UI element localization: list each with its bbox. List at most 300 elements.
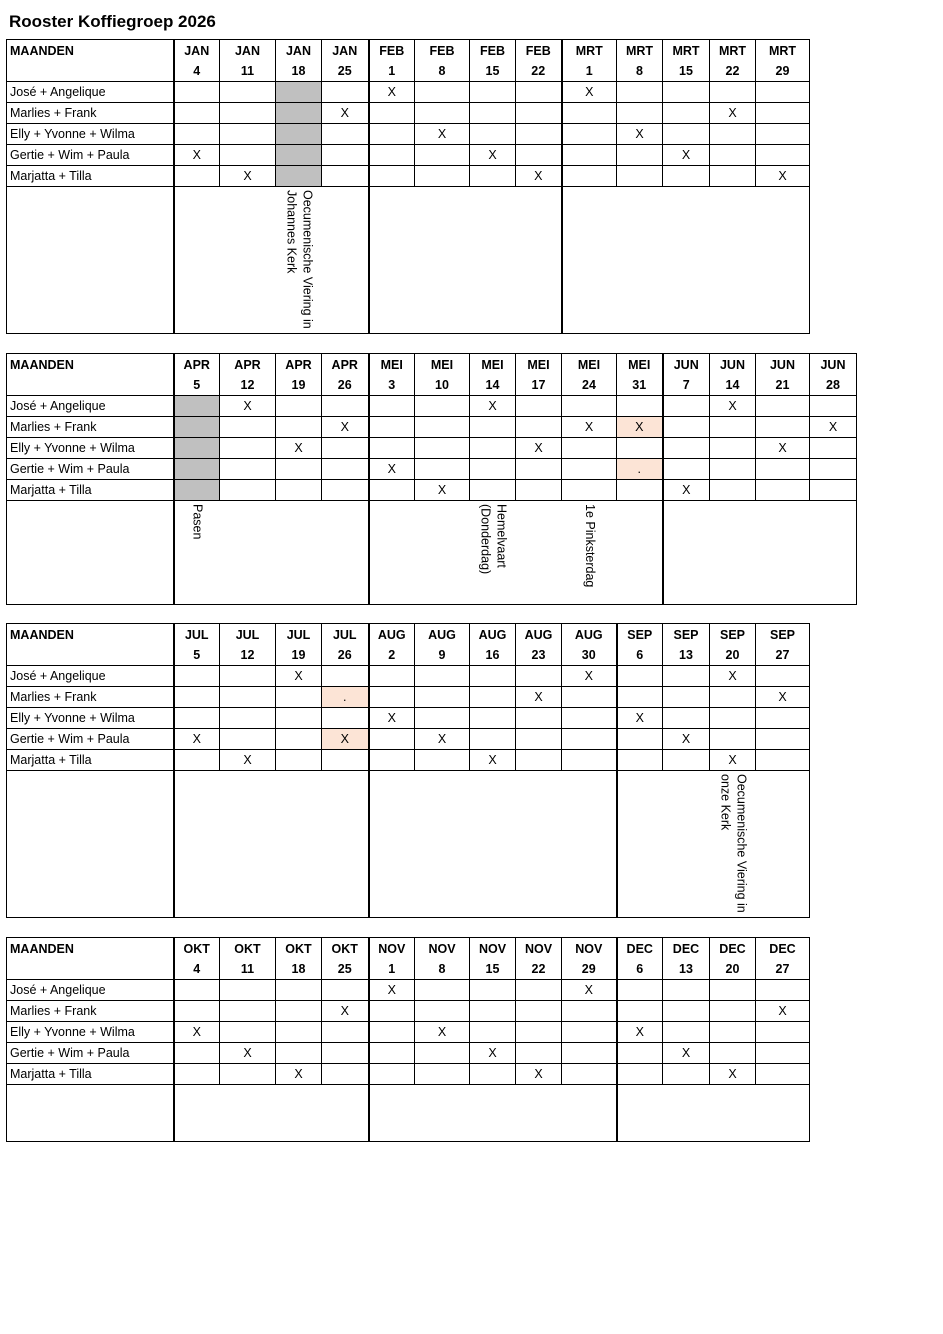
month-label: APR (220, 354, 276, 376)
schedule-cell (220, 708, 276, 729)
schedule-cell (174, 166, 220, 187)
schedule-cell: X (663, 729, 710, 750)
schedule-cell: X (756, 1001, 810, 1022)
day-label: 26 (322, 375, 369, 396)
schedule-cell (415, 82, 470, 103)
day-label: 4 (174, 959, 220, 980)
schedule-cell (220, 459, 276, 480)
schedule-cell: X (369, 82, 415, 103)
schedule-cell (562, 687, 617, 708)
month-label: AUG (415, 624, 470, 646)
schedule-cell (663, 687, 710, 708)
schedule-cell: X (710, 103, 756, 124)
notes-row (7, 187, 810, 334)
schedule-cell (617, 438, 663, 459)
schedule-cell (617, 103, 663, 124)
month-label: MRT (756, 40, 810, 62)
day-label: 1 (562, 61, 617, 82)
notes-cell (617, 771, 810, 918)
schedule-cell (174, 1001, 220, 1022)
schedule-cell (470, 687, 516, 708)
month-label: JUL (276, 624, 322, 646)
month-label: FEB (415, 40, 470, 62)
schedule-cell (663, 750, 710, 771)
schedule-cell (617, 980, 663, 1001)
schedule-cell (220, 145, 276, 166)
day-label: 29 (756, 61, 810, 82)
day-label: 11 (220, 61, 276, 82)
month-label: NOV (562, 938, 617, 960)
schedule-cell (322, 1022, 369, 1043)
schedule-cell (562, 145, 617, 166)
schedule-cell (663, 980, 710, 1001)
person-name: Marjatta + Tilla (7, 750, 174, 771)
month-label: MEI (562, 354, 617, 376)
notes-cell (174, 1085, 369, 1142)
header-label: MAANDEN (7, 938, 174, 960)
schedule-cell (617, 729, 663, 750)
day-label: 22 (516, 61, 562, 82)
month-label: MRT (663, 40, 710, 62)
schedule-cell (369, 145, 415, 166)
schedule-cell (322, 145, 369, 166)
page-title: Rooster Koffiegroep 2026 (9, 12, 216, 31)
month-label: NOV (470, 938, 516, 960)
schedule-cell (710, 145, 756, 166)
schedule-cell (470, 1022, 516, 1043)
header-row-days (7, 61, 810, 82)
month-label: JUN (663, 354, 710, 376)
schedule-cell (369, 750, 415, 771)
month-label: SEP (756, 624, 810, 646)
schedule-cell (516, 145, 562, 166)
schedule-cell (369, 687, 415, 708)
schedule-cell (276, 82, 322, 103)
header-row-days (7, 375, 857, 396)
schedule-cell (562, 729, 617, 750)
month-label: AUG (470, 624, 516, 646)
schedule-cell (710, 480, 756, 501)
month-label: MRT (562, 40, 617, 62)
table-row (7, 1022, 810, 1043)
schedule-cell: X (470, 396, 516, 417)
schedule-cell: X (710, 396, 756, 417)
day-label: 30 (562, 645, 617, 666)
schedule-cell (369, 438, 415, 459)
month-label: AUG (562, 624, 617, 646)
schedule-cell (562, 1022, 617, 1043)
person-name: José + Angelique (7, 666, 174, 687)
schedule-cell (516, 459, 562, 480)
header-row-months (7, 40, 810, 62)
header-spacer (7, 375, 174, 396)
schedule-cell (415, 438, 470, 459)
schedule-cell: X (220, 1043, 276, 1064)
schedule-cell: X (756, 687, 810, 708)
month-label: APR (322, 354, 369, 376)
schedule-cell: X (516, 166, 562, 187)
schedule-cell: X (756, 438, 810, 459)
table-row (7, 396, 857, 417)
day-label: 27 (756, 645, 810, 666)
day-label: 14 (710, 375, 756, 396)
person-name: Marjatta + Tilla (7, 166, 174, 187)
header-label: MAANDEN (7, 354, 174, 376)
schedule-cell (617, 166, 663, 187)
schedule-cell (470, 438, 516, 459)
schedule-cell (710, 1043, 756, 1064)
person-name: Elly + Yvonne + Wilma (7, 124, 174, 145)
notes-cell (369, 187, 562, 334)
schedule-cell (562, 459, 617, 480)
notes-cell (369, 501, 663, 605)
schedule-cell (322, 708, 369, 729)
schedule-cell (322, 980, 369, 1001)
schedule-cell (617, 145, 663, 166)
month-label: JUL (220, 624, 276, 646)
month-label: JUL (174, 624, 220, 646)
day-label: 6 (617, 959, 663, 980)
schedule-cell (220, 103, 276, 124)
schedule-cell (276, 480, 322, 501)
notes-cell (663, 501, 857, 605)
month-label: OKT (276, 938, 322, 960)
month-label: DEC (710, 938, 756, 960)
schedule-cell (516, 750, 562, 771)
day-label: 3 (369, 375, 415, 396)
schedule-cell: X (710, 1064, 756, 1085)
header-row-months (7, 624, 810, 646)
schedule-cell: . (322, 687, 369, 708)
schedule-cell (710, 687, 756, 708)
schedule-cell (470, 1064, 516, 1085)
schedule-cell (516, 124, 562, 145)
month-label: DEC (756, 938, 810, 960)
month-label: NOV (369, 938, 415, 960)
table-row (7, 103, 810, 124)
schedule-cell (756, 124, 810, 145)
schedule-cell (220, 687, 276, 708)
schedule-cell (220, 666, 276, 687)
schedule-cell: X (322, 417, 369, 438)
schedule-cell (663, 417, 710, 438)
schedule-q2 (6, 353, 857, 605)
schedule-cell: X (617, 417, 663, 438)
schedule-cell (369, 729, 415, 750)
schedule-cell (562, 124, 617, 145)
schedule-cell (756, 145, 810, 166)
header-row-months (7, 938, 810, 960)
month-label: JUN (710, 354, 756, 376)
schedule-cell (322, 396, 369, 417)
schedule-cell (663, 438, 710, 459)
schedule-cell (276, 166, 322, 187)
month-label: NOV (516, 938, 562, 960)
schedule-cell: X (220, 166, 276, 187)
schedule-cell (174, 980, 220, 1001)
schedule-cell (756, 417, 810, 438)
schedule-cell (276, 124, 322, 145)
schedule-cell: X (516, 1064, 562, 1085)
schedule-cell (322, 666, 369, 687)
table-row (7, 708, 810, 729)
person-name: Elly + Yvonne + Wilma (7, 1022, 174, 1043)
schedule-cell (415, 750, 470, 771)
schedule-cell (516, 480, 562, 501)
month-label: FEB (470, 40, 516, 62)
schedule-cell (756, 82, 810, 103)
schedule-cell (276, 396, 322, 417)
month-label: APR (276, 354, 322, 376)
schedule-cell: X (220, 396, 276, 417)
vertical-note: 1e Pinksterdag (583, 504, 597, 588)
person-name: José + Angelique (7, 396, 174, 417)
table-row (7, 417, 857, 438)
schedule-cell: X (322, 1001, 369, 1022)
schedule-cell (663, 1022, 710, 1043)
schedule-cell: X (756, 166, 810, 187)
header-row-months (7, 354, 857, 376)
schedule-cell (276, 145, 322, 166)
vertical-note: Oecumenische Viering in Johannes Kerk (284, 190, 315, 329)
schedule-cell: X (415, 480, 470, 501)
schedule-cell (470, 980, 516, 1001)
month-label: APR (174, 354, 220, 376)
schedule-cell (220, 124, 276, 145)
month-label: NOV (415, 938, 470, 960)
schedule-cell (276, 687, 322, 708)
header-label: MAANDEN (7, 40, 174, 62)
schedule-cell (710, 1022, 756, 1043)
schedule-cell (617, 750, 663, 771)
schedule-cell (415, 666, 470, 687)
schedule-cell (322, 459, 369, 480)
schedule-cell (562, 396, 617, 417)
schedule-cell (470, 480, 516, 501)
schedule-cell (220, 729, 276, 750)
table-row (7, 750, 810, 771)
person-name: Marjatta + Tilla (7, 480, 174, 501)
schedule-cell (516, 417, 562, 438)
day-label: 8 (617, 61, 663, 82)
schedule-q3 (6, 623, 810, 918)
schedule-cell (220, 438, 276, 459)
day-label: 5 (174, 375, 220, 396)
notes-cell (369, 1085, 617, 1142)
schedule-cell (756, 1022, 810, 1043)
schedule-cell (220, 1001, 276, 1022)
table-row (7, 666, 810, 687)
day-label: 7 (663, 375, 710, 396)
schedule-cell (663, 103, 710, 124)
schedule-cell (415, 1001, 470, 1022)
day-label: 13 (663, 645, 710, 666)
schedule-cell (562, 438, 617, 459)
schedule-cell (322, 166, 369, 187)
table-row (7, 1001, 810, 1022)
schedule-cell (174, 750, 220, 771)
schedule-cell (756, 666, 810, 687)
schedule-cell (756, 980, 810, 1001)
table-row (7, 687, 810, 708)
schedule-cell (174, 1043, 220, 1064)
person-name: Gertie + Wim + Paula (7, 145, 174, 166)
day-label: 31 (617, 375, 663, 396)
schedule-table (6, 623, 810, 918)
person-name: Elly + Yvonne + Wilma (7, 708, 174, 729)
month-label: JAN (220, 40, 276, 62)
month-label: SEP (710, 624, 756, 646)
schedule-cell: X (369, 980, 415, 1001)
month-label: SEP (663, 624, 710, 646)
person-name: Marlies + Frank (7, 687, 174, 708)
schedule-cell (369, 1064, 415, 1085)
header-spacer (7, 61, 174, 82)
schedule-cell (415, 459, 470, 480)
notes-cell (7, 187, 174, 334)
schedule-cell (710, 1001, 756, 1022)
schedule-cell (220, 417, 276, 438)
schedule-cell (415, 103, 470, 124)
schedule-cell: X (710, 666, 756, 687)
day-label: 1 (369, 959, 415, 980)
day-label: 18 (276, 959, 322, 980)
schedule-cell (756, 708, 810, 729)
schedule-cell (516, 396, 562, 417)
month-label: MEI (617, 354, 663, 376)
schedule-cell (663, 1001, 710, 1022)
schedule-cell (663, 124, 710, 145)
notes-cell (174, 501, 369, 605)
notes-cell (7, 771, 174, 918)
schedule-cell: X (174, 1022, 220, 1043)
schedule-cell: X (415, 124, 470, 145)
day-label: 15 (470, 959, 516, 980)
day-label: 6 (617, 645, 663, 666)
schedule-cell (617, 666, 663, 687)
schedule-cell: X (516, 438, 562, 459)
notes-cell (174, 771, 369, 918)
schedule-cell: X (415, 729, 470, 750)
table-row (7, 166, 810, 187)
schedule-cell: X (617, 708, 663, 729)
schedule-cell (415, 687, 470, 708)
schedule-cell (415, 145, 470, 166)
schedule-cell (322, 1043, 369, 1064)
month-label: MEI (415, 354, 470, 376)
schedule-cell (174, 438, 220, 459)
schedule-cell (470, 166, 516, 187)
schedule-cell (516, 103, 562, 124)
person-name: Gertie + Wim + Paula (7, 729, 174, 750)
header-label: MAANDEN (7, 624, 174, 646)
day-label: 4 (174, 61, 220, 82)
table-row (7, 438, 857, 459)
month-label: FEB (516, 40, 562, 62)
notes-row (7, 501, 857, 605)
schedule-cell (710, 82, 756, 103)
person-name: José + Angelique (7, 980, 174, 1001)
person-name: Elly + Yvonne + Wilma (7, 438, 174, 459)
month-label: FEB (369, 40, 415, 62)
schedule-cell (810, 396, 857, 417)
schedule-cell: X (276, 438, 322, 459)
schedule-cell (369, 1043, 415, 1064)
schedule-cell (220, 480, 276, 501)
schedule-cell (220, 82, 276, 103)
schedule-cell (174, 396, 220, 417)
month-label: DEC (617, 938, 663, 960)
table-row (7, 729, 810, 750)
day-label: 8 (415, 959, 470, 980)
schedule-cell (617, 82, 663, 103)
schedule-cell: X (516, 687, 562, 708)
schedule-cell (415, 708, 470, 729)
notes-row (7, 771, 810, 918)
schedule-cell (174, 82, 220, 103)
schedule-cell (369, 1001, 415, 1022)
schedule-cell (322, 750, 369, 771)
day-label: 16 (470, 645, 516, 666)
vertical-note: Hemelvaart (Donderdag) (478, 504, 509, 575)
schedule-cell (710, 417, 756, 438)
day-label: 15 (663, 61, 710, 82)
schedule-cell (276, 103, 322, 124)
schedule-cell (562, 750, 617, 771)
vertical-note: Pasen (190, 504, 205, 540)
schedule-cell (756, 396, 810, 417)
day-label: 17 (516, 375, 562, 396)
table-row (7, 82, 810, 103)
day-label: 25 (322, 61, 369, 82)
schedule-cell (663, 166, 710, 187)
schedule-table (6, 39, 810, 334)
schedule-cell (276, 1043, 322, 1064)
person-name: Marlies + Frank (7, 417, 174, 438)
notes-cell (562, 187, 810, 334)
day-label: 28 (810, 375, 857, 396)
month-label: MEI (470, 354, 516, 376)
schedule-cell (617, 480, 663, 501)
schedule-cell (756, 1064, 810, 1085)
schedule-cell (470, 1001, 516, 1022)
month-label: OKT (322, 938, 369, 960)
month-label: JAN (174, 40, 220, 62)
schedule-cell: X (220, 750, 276, 771)
schedule-cell (562, 166, 617, 187)
person-name: Gertie + Wim + Paula (7, 1043, 174, 1064)
schedule-cell (617, 396, 663, 417)
month-label: JUL (322, 624, 369, 646)
schedule-cell (322, 438, 369, 459)
day-label: 18 (276, 61, 322, 82)
schedule-cell (470, 103, 516, 124)
schedule-cell (470, 666, 516, 687)
schedule-table (6, 353, 857, 605)
schedule-cell: X (663, 480, 710, 501)
schedule-cell: X (562, 666, 617, 687)
schedule-cell: X (663, 145, 710, 166)
schedule-cell (415, 1064, 470, 1085)
schedule-cell (415, 980, 470, 1001)
schedule-cell (276, 459, 322, 480)
schedule-cell (710, 708, 756, 729)
schedule-cell (756, 459, 810, 480)
header-spacer (7, 959, 174, 980)
schedule-cell (663, 82, 710, 103)
schedule-cell (756, 750, 810, 771)
schedule-cell (663, 459, 710, 480)
